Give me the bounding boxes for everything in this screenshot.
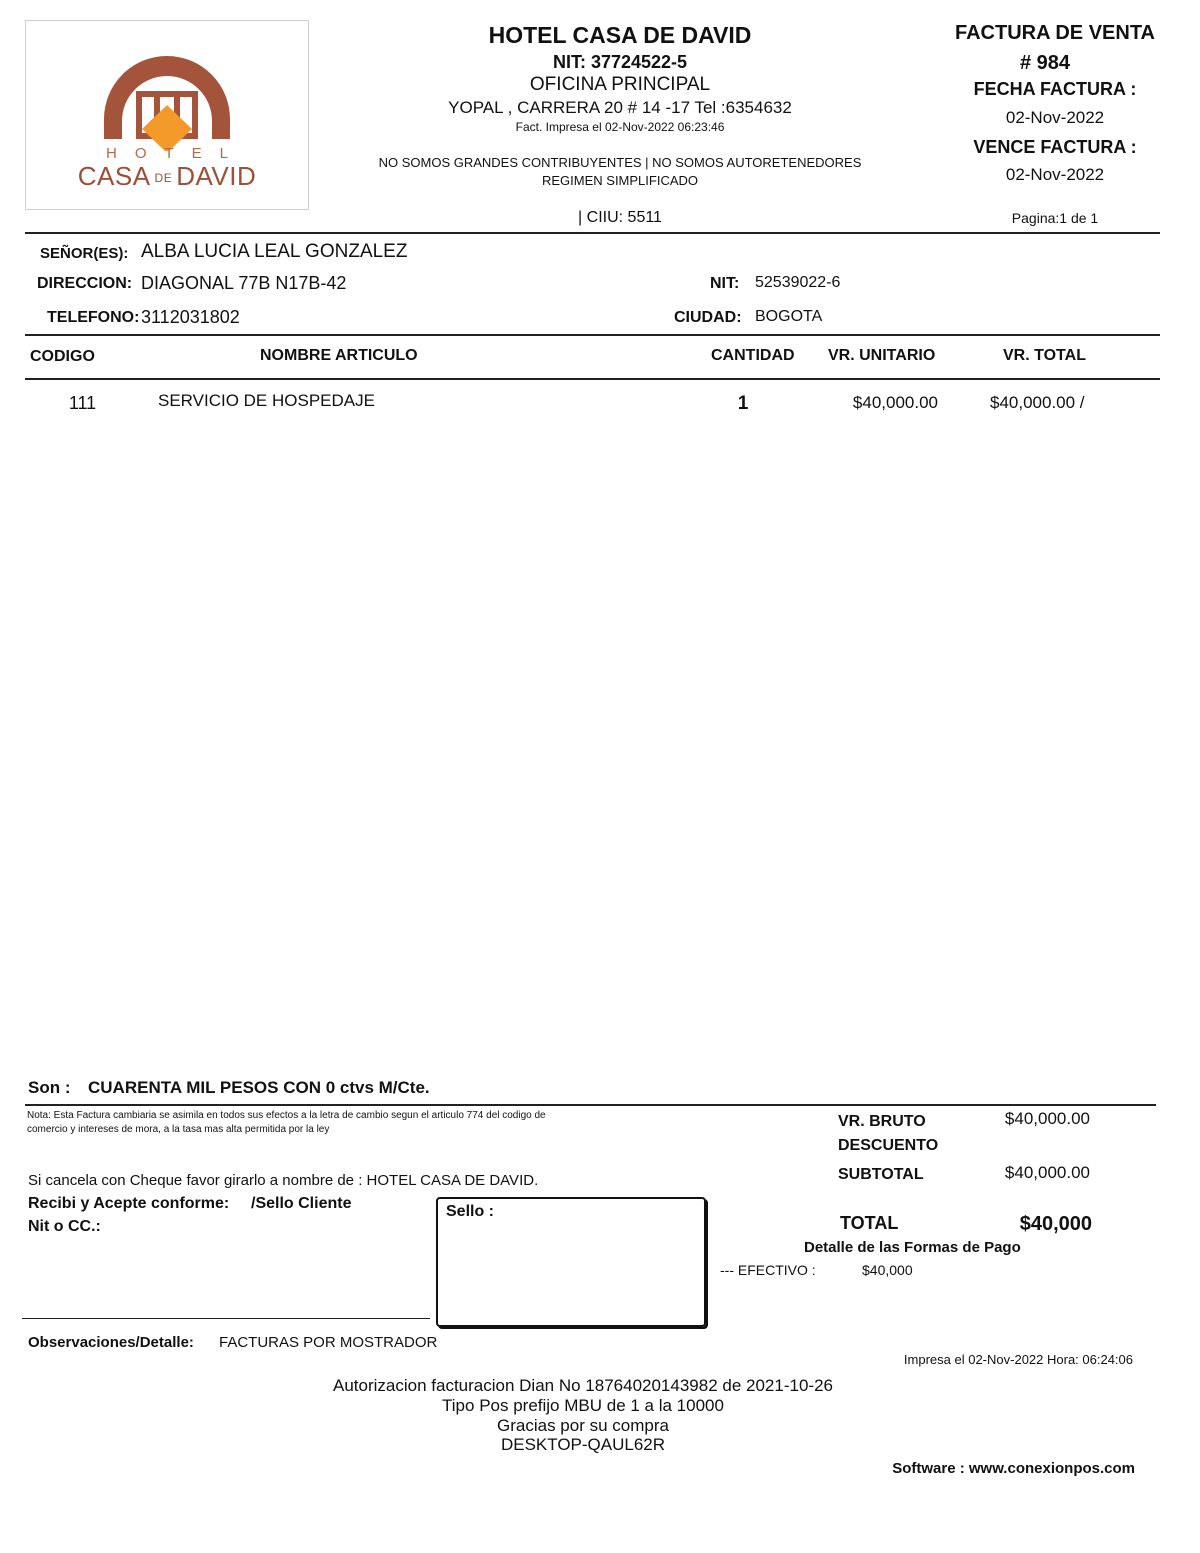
row-total: $40,000.00 / [990,393,1085,412]
payment-title: Detalle de las Formas de Pago [804,1239,1021,1256]
customer-nit-label: NIT: [710,275,740,292]
hotel-logo [25,20,309,210]
invoice-due-label: VENCE FACTURA : [973,137,1137,157]
auth-line-2: Tipo Pos prefijo MBU de 1 a la 10000 [442,1396,724,1415]
table-header-name: NOMBRE ARTICULO [260,347,418,364]
seal-box-label: Sello : [446,1203,495,1220]
son-label: Son : [28,1078,71,1097]
received-label: Recibi y Acepte conforme: [28,1195,230,1212]
gross-value: $40,000.00 [1004,1109,1090,1128]
hotel-emblem-icon [26,21,308,151]
subtotal-value: $40,000.00 [1004,1163,1090,1182]
auth-line-1: Autorizacion facturacion Dian No 18764020143982 de 2021-10-26 [333,1376,833,1395]
row-code: 111 [68,393,97,413]
invoice-date-label: FECHA FACTURA : [973,79,1137,99]
son-text: CUARENTA MIL PESOS CON 0 ctvs M/Cte. [88,1078,430,1097]
company-address: YOPAL , CARRERA 20 # 14 -17 Tel :6354632 [448,98,792,117]
customer-phone-label: TELEFONO: [47,309,140,326]
company-print-stamp: Fact. Impresa el 02-Nov-2022 06:23:46 [515,120,725,134]
company-nit: NIT: 37724522-5 [552,52,688,72]
invoice-page: Pagina:1 de 1 [1011,210,1099,226]
customer-city-label: CIUDAD: [674,309,742,326]
invoice-number: # 984 [1019,52,1071,74]
row-name: SERVICIO DE HOSPEDAJE [158,391,375,410]
company-name: HOTEL CASA DE DAVID [488,22,752,48]
logo-hotel-name: CASA DE DAVID [77,161,257,191]
company-tax-note: NO SOMOS GRANDES CONTRIBUYENTES | NO SOMOS AUTORETENEDORES [378,155,862,170]
total-value: $40,000 [1019,1213,1092,1235]
software-credit: Software : www.conexionpos.com [892,1460,1135,1477]
auth-line-4: DESKTOP-QAUL62R [500,1435,666,1454]
table-header-unit: VR. UNITARIO [828,347,936,364]
observations-value: FACTURAS POR MOSTRADOR [219,1334,438,1351]
invoice-date: 02-Nov-2022 [1005,108,1105,127]
legal-note-line1: Nota: Esta Factura cambiaria se asimila en todos sus efectos a la letra de cambio segun el articulo 774 del codigo de [27,1110,546,1121]
logo-hotel-word: HOTEL [105,145,246,162]
customer-name: ALBA LUCIA LEAL GONZALEZ [141,241,408,262]
customer-address-label: DIRECCION: [37,275,133,292]
printed-time: Impresa el 02-Nov-2022 Hora: 06:24:06 [903,1352,1133,1367]
company-office: OFICINA PRINCIPAL [529,74,711,95]
payment-method: --- EFECTIVO : [720,1262,816,1278]
seal-box [436,1197,706,1327]
customer-name-label: SEÑOR(ES): [40,245,129,262]
row-qty: 1 [737,393,749,414]
subtotal-label: SUBTOTAL [838,1166,924,1183]
table-header-code: CODIGO [30,348,95,365]
customer-phone: 3112031802 [141,307,240,327]
divider-table-header [25,378,1160,380]
table-header-qty: CANTIDAD [711,347,795,364]
discount-label: DESCUENTO [838,1137,939,1154]
nit-cc-label: Nit o CC.: [28,1218,101,1235]
payment-amount: $40,000 [862,1262,913,1278]
auth-line-3: Gracias por su compra [497,1416,669,1435]
seal-client-label: /Sello Cliente [251,1195,352,1212]
customer-city: BOGOTA [755,308,823,325]
divider-header [25,232,1160,234]
total-label: TOTAL [840,1213,899,1233]
company-regime: REGIMEN SIMPLIFICADO [541,173,699,188]
invoice-title: FACTURA DE VENTA [955,22,1155,44]
divider-customer [25,334,1160,336]
row-unit-price: $40,000.00 [852,393,938,412]
legal-note-line2: comercio y intereses de mora, a la tasa mas alta permitida por la ley [27,1124,330,1135]
company-ciiu: | CIIU: 5511 [578,209,662,226]
customer-nit: 52539022-6 [755,274,841,291]
signature-line [22,1318,430,1319]
cheque-note: Si cancela con Cheque favor girarlo a nombre de : HOTEL CASA DE DAVID. [28,1172,539,1189]
divider-footer [25,1104,1156,1106]
customer-address: DIAGONAL 77B N17B-42 [141,273,347,293]
invoice-due-date: 02-Nov-2022 [1005,165,1105,184]
observations-label: Observaciones/Detalle: [28,1334,194,1351]
table-header-total: VR. TOTAL [1003,347,1086,364]
gross-label: VR. BRUTO [838,1113,926,1130]
